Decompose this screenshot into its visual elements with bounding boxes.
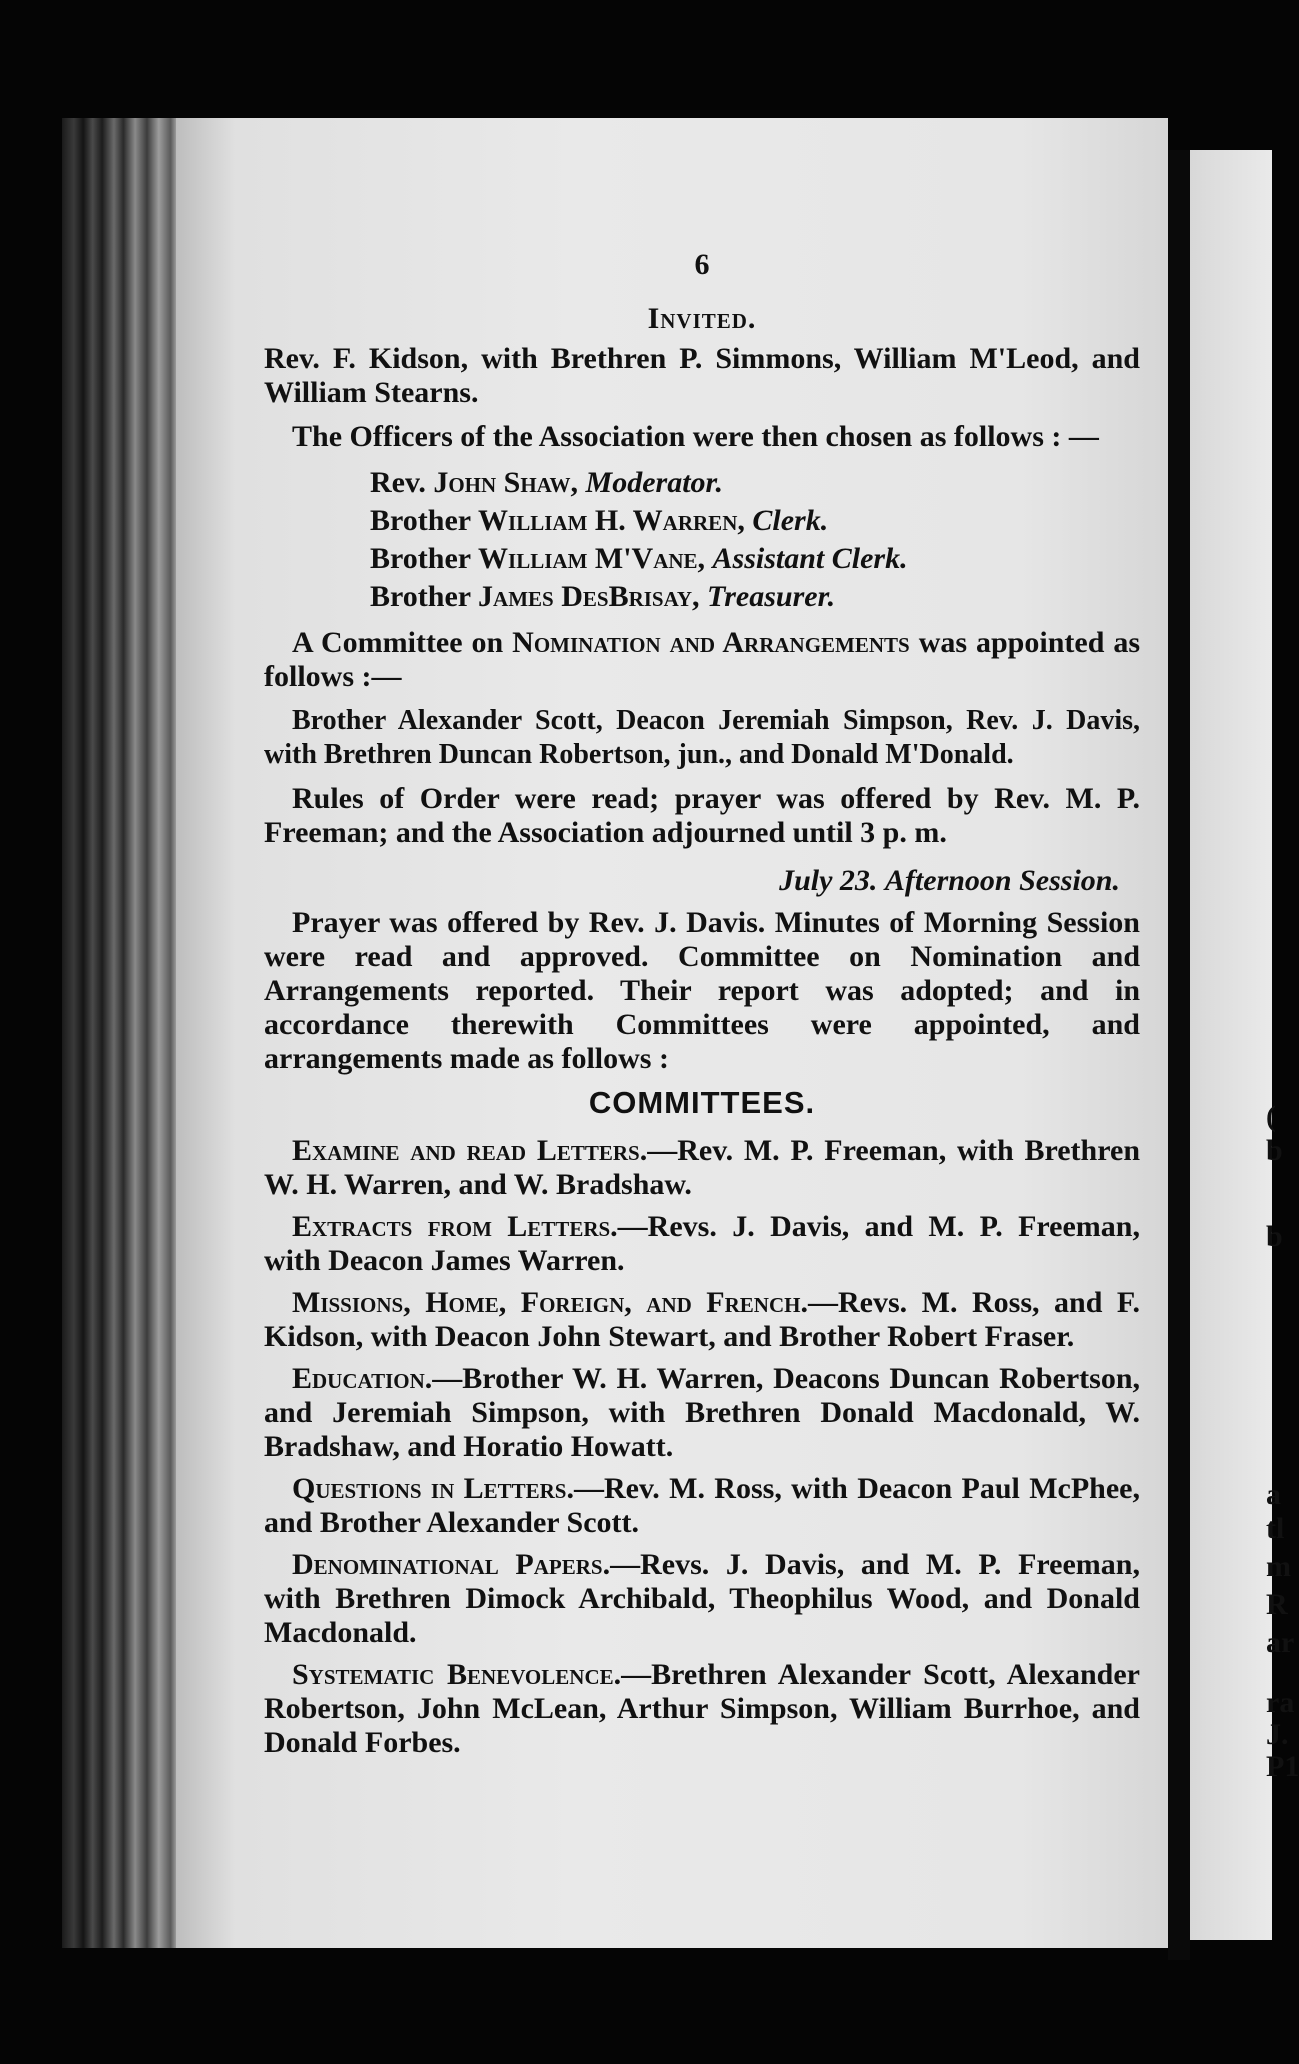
book-page <box>176 118 1168 1948</box>
committee-title: Questions in Letters. <box>292 1472 574 1505</box>
facing-page-text: R <box>1266 1588 1288 1621</box>
nomination-intro-start: A Committee on <box>292 626 504 659</box>
nomination-committee-intro <box>264 626 1140 694</box>
committee-title: Education. <box>292 1362 433 1395</box>
committee-title: Examine and read Letters. <box>292 1134 648 1167</box>
committee-members: —Rev. M. P. Freeman, with Brethren W. H. Warren, and W. Bradshaw. <box>264 1134 1141 1201</box>
officer-role: Assistant Clerk. <box>712 542 908 575</box>
officer-name: William H. Warren, <box>478 504 745 537</box>
facing-page-text: ra <box>1266 1686 1295 1719</box>
officer-role: Moderator. <box>585 466 724 499</box>
facing-page-text: ar <box>1266 1626 1295 1659</box>
committee-entry <box>264 1210 1140 1278</box>
facing-page-text: m <box>1266 1550 1291 1583</box>
nomination-committee-members: Brother Alexander Scott, Deacon Jeremiah Simpson, Rev. J. Davis, with Brethren Duncan Robertson, jun., and Donald M'Donald. <box>264 705 1140 770</box>
committee-members: —Revs. J. Davis, and M. P. Freeman, with Deacon James Warren. <box>264 1210 1140 1277</box>
committee-entry <box>264 1472 1140 1540</box>
committee-entry <box>264 1286 1140 1354</box>
officer-role: Clerk. <box>752 504 829 537</box>
facing-page-text: J. <box>1266 1718 1289 1751</box>
committee-entry <box>264 1658 1140 1760</box>
facing-page-text: ( <box>1266 1100 1276 1133</box>
nomination-intro-end: was appointed as follows :— <box>264 626 1141 693</box>
facing-page-text: tl <box>1266 1512 1285 1545</box>
committee-title: Systematic Benevolence. <box>292 1658 622 1691</box>
officers-intro: The Officers of the Association were then chosen as follows : — <box>292 420 1099 453</box>
invited-text: Rev. F. Kidson, with Brethren P. Simmons, William M'Leod, and William Stearns. <box>264 342 1140 409</box>
nomination-intro-title: Nomination and Arrangements <box>512 626 910 659</box>
committee-title: Extracts from Letters. <box>292 1210 618 1243</box>
officer-assistant-clerk <box>370 540 1140 578</box>
committee-entry <box>264 1548 1140 1650</box>
page-content <box>264 248 1140 1768</box>
officer-prefix: Brother <box>370 542 471 575</box>
officer-name: William M'Vane, <box>478 542 706 575</box>
afternoon-session-heading <box>264 864 1120 898</box>
officer-treasurer <box>370 578 1140 616</box>
facing-page-text: P1 <box>1266 1750 1299 1783</box>
book-page-edges <box>62 118 180 1948</box>
invited-heading: Invited. <box>647 302 757 335</box>
committee-title: Missions, Home, Foreign, and French. <box>292 1286 808 1319</box>
session-date: July 23. <box>779 864 878 897</box>
afternoon-paragraph: Prayer was offered by Rev. J. Davis. Minutes of Morning Session were read and approved. Committee on Nomination and Arrangements reported. Their report was adopted; and in accordance therewith Committees were appointed, and arrangements made as follows : <box>264 906 1140 1075</box>
facing-page-text: b <box>1266 1220 1283 1253</box>
officer-prefix: Rev. <box>370 466 426 499</box>
session-name: Afternoon Session. <box>884 864 1120 897</box>
committee-members: —Rev. M. Ross, with Deacon Paul McPhee, and Brother Alexander Scott. <box>264 1472 1140 1539</box>
committees-list <box>264 1134 1140 1760</box>
committee-title: Denominational Papers. <box>292 1548 611 1581</box>
facing-page-fragment <box>1190 150 1299 1940</box>
committee-members: —Revs. J. Davis, and M. P. Freeman, with Brethren Dimock Archibald, Theophilus Wood, and Donald Macdonald. <box>264 1548 1140 1649</box>
committee-members: —Revs. M. Ross, and F. Kidson, with Deacon John Stewart, and Brother Robert Fraser. <box>264 1286 1140 1353</box>
committee-entry <box>264 1362 1140 1464</box>
facing-page-text: a <box>1266 1478 1281 1511</box>
rules-paragraph: Rules of Order were read; prayer was offered by Rev. M. P. Freeman; and the Association adjourned until 3 p. m. <box>264 782 1140 849</box>
committees-heading: COMMITTEES. <box>588 1085 816 1120</box>
officer-name: James DesBrisay, <box>478 580 700 613</box>
officer-role: Treasurer. <box>707 580 836 613</box>
officer-moderator <box>370 464 1140 502</box>
book-gutter <box>1168 150 1190 1960</box>
committee-members: —Brethren Alexander Scott, Alexander Robertson, John McLean, Arthur Simpson, William Burrhoe, and Donald Forbes. <box>264 1658 1140 1759</box>
officer-clerk <box>370 502 1140 540</box>
officer-prefix: Brother <box>370 504 471 537</box>
officer-name: John Shaw, <box>433 466 579 499</box>
committee-entry <box>264 1134 1140 1202</box>
officer-prefix: Brother <box>370 580 471 613</box>
officers-list <box>264 464 1140 616</box>
page-number: 6 <box>694 248 710 281</box>
committee-members: —Brother W. H. Warren, Deacons Duncan Robertson, and Jeremiah Simpson, with Brethren Donald Macdonald, W. Bradshaw, and Horatio Howatt. <box>264 1362 1140 1463</box>
facing-page-text: b <box>1266 1134 1283 1167</box>
